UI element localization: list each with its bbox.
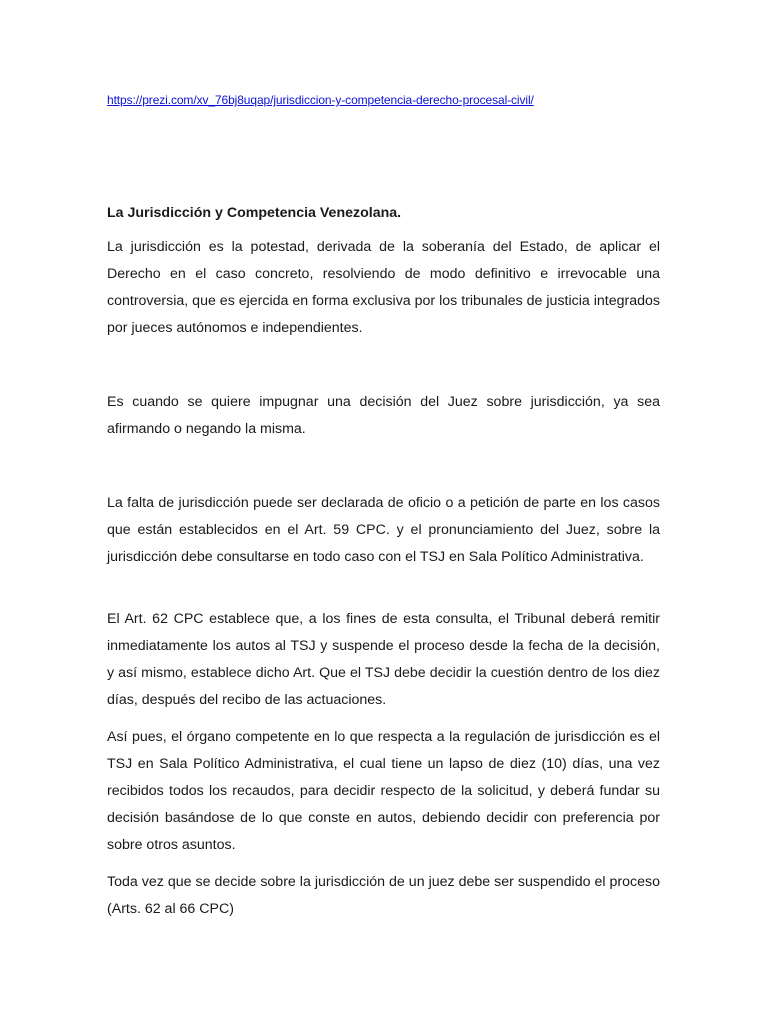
paragraph-definition: La jurisdicción es la potestad, derivada de la soberanía del Estado, de aplicar el Derecho en el caso concreto, resolviendo de modo definitivo e irrevocable una controversia, que es ejercida en forma exclusiva por los tribunales de justicia integrados por jueces autónomos e independientes. — [107, 239, 660, 336]
paragraph-impugnation: Es cuando se quiere impugnar una decisión del Juez sobre jurisdicción, ya sea afirmando o negando la misma. — [107, 394, 660, 437]
document-heading: La Jurisdicción y Competencia Venezolana. — [107, 205, 402, 221]
paragraph-art-62: El Art. 62 CPC establece que, a los fines de esta consulta, el Tribunal deberá remitir inmediatamente los autos al TSJ y suspende el proceso desde la fecha de la decisión, y así mismo, establece dicho Art. Que el TSJ debe decidir la cuestión dentro de los diez días, después del recibo de las actuaciones. — [107, 611, 660, 708]
paragraph-competent-organ: Así pues, el órgano competente en lo que respecta a la regulación de jurisdicción es el TSJ en Sala Político Administrativa, el cual tiene un lapso de diez (10) días, una vez recibidos todos los recaudos, para decidir respecto de la solicitud, y deberá fundar su decisión basándose de lo que conste en autos, debiendo decidir con preferencia por sobre otros asuntos. — [107, 729, 660, 853]
paragraph-lack-of-jurisdiction: La falta de jurisdicción puede ser declarada de oficio o a petición de parte en los casos que están establecidos en el Art. 59 CPC. y el pronunciamiento del Juez, sobre la jurisdicción debe consultarse en todo caso con el TSJ en Sala Político Administrativa. — [107, 495, 660, 565]
paragraph-suspension: Toda vez que se decide sobre la jurisdicción de un juez debe ser suspendido el proceso (Arts. 62 al 66 CPC) — [107, 874, 660, 917]
source-link[interactable]: https://prezi.com/xv_76bj8uqap/jurisdiccion-y-competencia-derecho-procesal-civil/ — [107, 93, 534, 107]
